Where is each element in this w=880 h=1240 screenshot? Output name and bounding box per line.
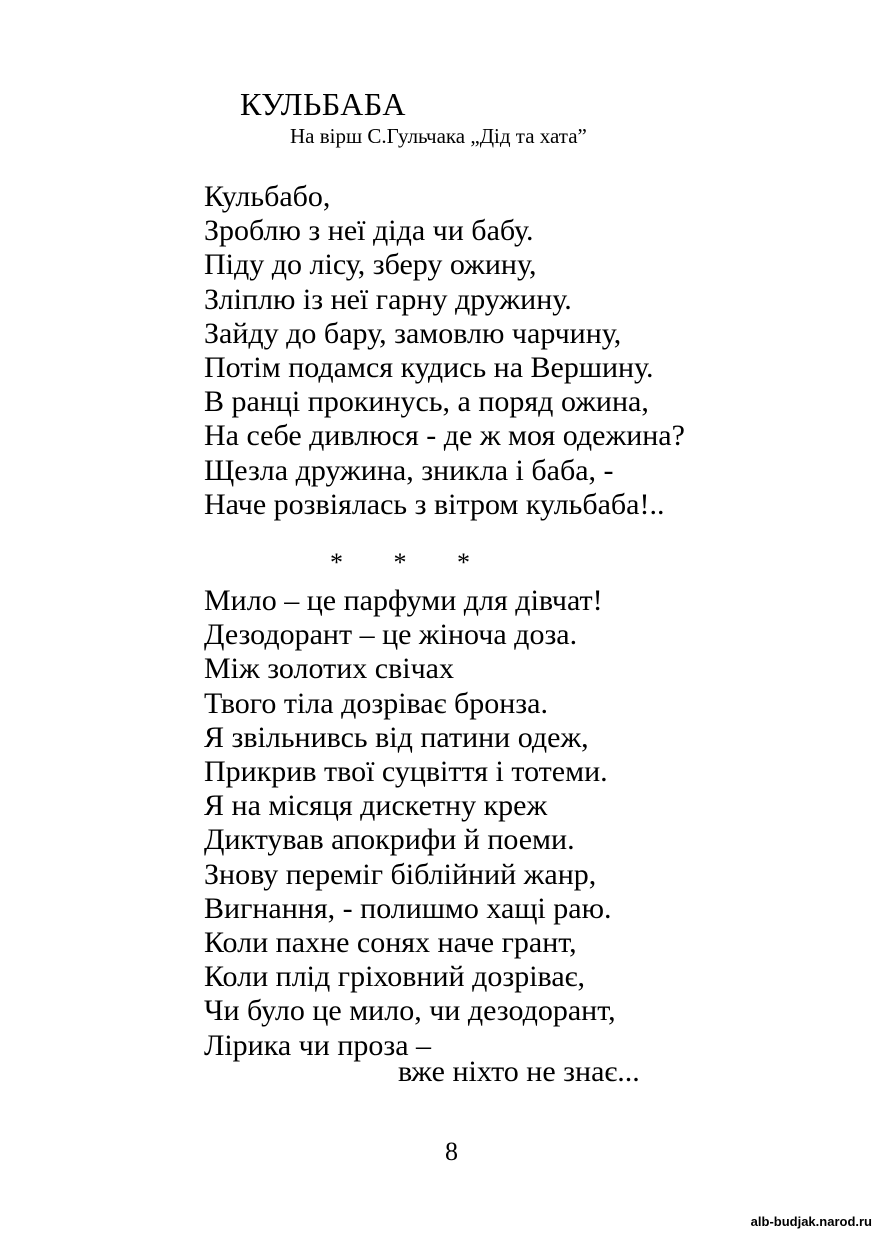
poem-line: На себе дивлюся - де ж моя одежина? (204, 419, 685, 453)
poem-line: Кульбабо, (204, 180, 331, 213)
poem-line: Я звільнивсь від патини одеж, (204, 720, 589, 754)
poem-line: Вигнання, - полишмо хащі раю. (204, 891, 612, 925)
poem-line: Мило – це парфуми для дівчат! (204, 584, 603, 617)
poem-line: Прикрив твої суцвіття і тотеми. (204, 755, 608, 789)
page-number: 8 (445, 1137, 458, 1166)
poem-line: Потім подамся кудись на Вершину. (204, 351, 654, 385)
poem-line: Між золотих свічах (204, 652, 454, 686)
poem-line: Коли плід гріховний дозріває, (204, 960, 586, 994)
poem-line: Чи було це мило, чи дезодорант, (204, 994, 616, 1028)
poem-line: В ранці прокинусь, а поряд ожина, (204, 385, 649, 419)
poem-line: Диктував апокрифи й поеми. (204, 823, 575, 857)
poem-line: Знову переміг біблійний жанр, (204, 857, 597, 891)
poem-line: Щезла дружина, зникла і баба, - (204, 453, 614, 487)
poem-final-line: вже ніхто не знає... (398, 1055, 640, 1088)
poem-line: Лірика чи проза – (204, 1028, 432, 1062)
stanza-2 (204, 584, 616, 1063)
stanza-separator: * * * (330, 548, 492, 577)
poem-line: Твого тіла дозріває бронза. (204, 686, 548, 720)
site-watermark: alb-budjak.narod.ru (750, 1214, 872, 1229)
poem-line: Коли пахне сонях наче грант, (204, 926, 577, 960)
poem-line: Я на місяця дискетну креж (204, 789, 548, 823)
poem-line: Піду до лісу, зберу ожину, (204, 248, 537, 282)
poem-title: КУЛЬБАБА (240, 86, 406, 122)
poem-line: Зроблю з неї діда чи бабу. (204, 214, 534, 248)
poem-line: Дезодорант – це жіноча доза. (204, 618, 578, 652)
poem-line: Наче розвіялась з вітром кульбаба!.. (204, 487, 665, 521)
poem-line: Зліплю із неї гарну дружину. (204, 282, 572, 316)
stanza-1 (204, 180, 685, 522)
poem-line: Зайду до бару, замовлю чарчину, (204, 316, 622, 350)
poem-subtitle: На вірш С.Гульчака „Дід та хата” (290, 124, 587, 148)
